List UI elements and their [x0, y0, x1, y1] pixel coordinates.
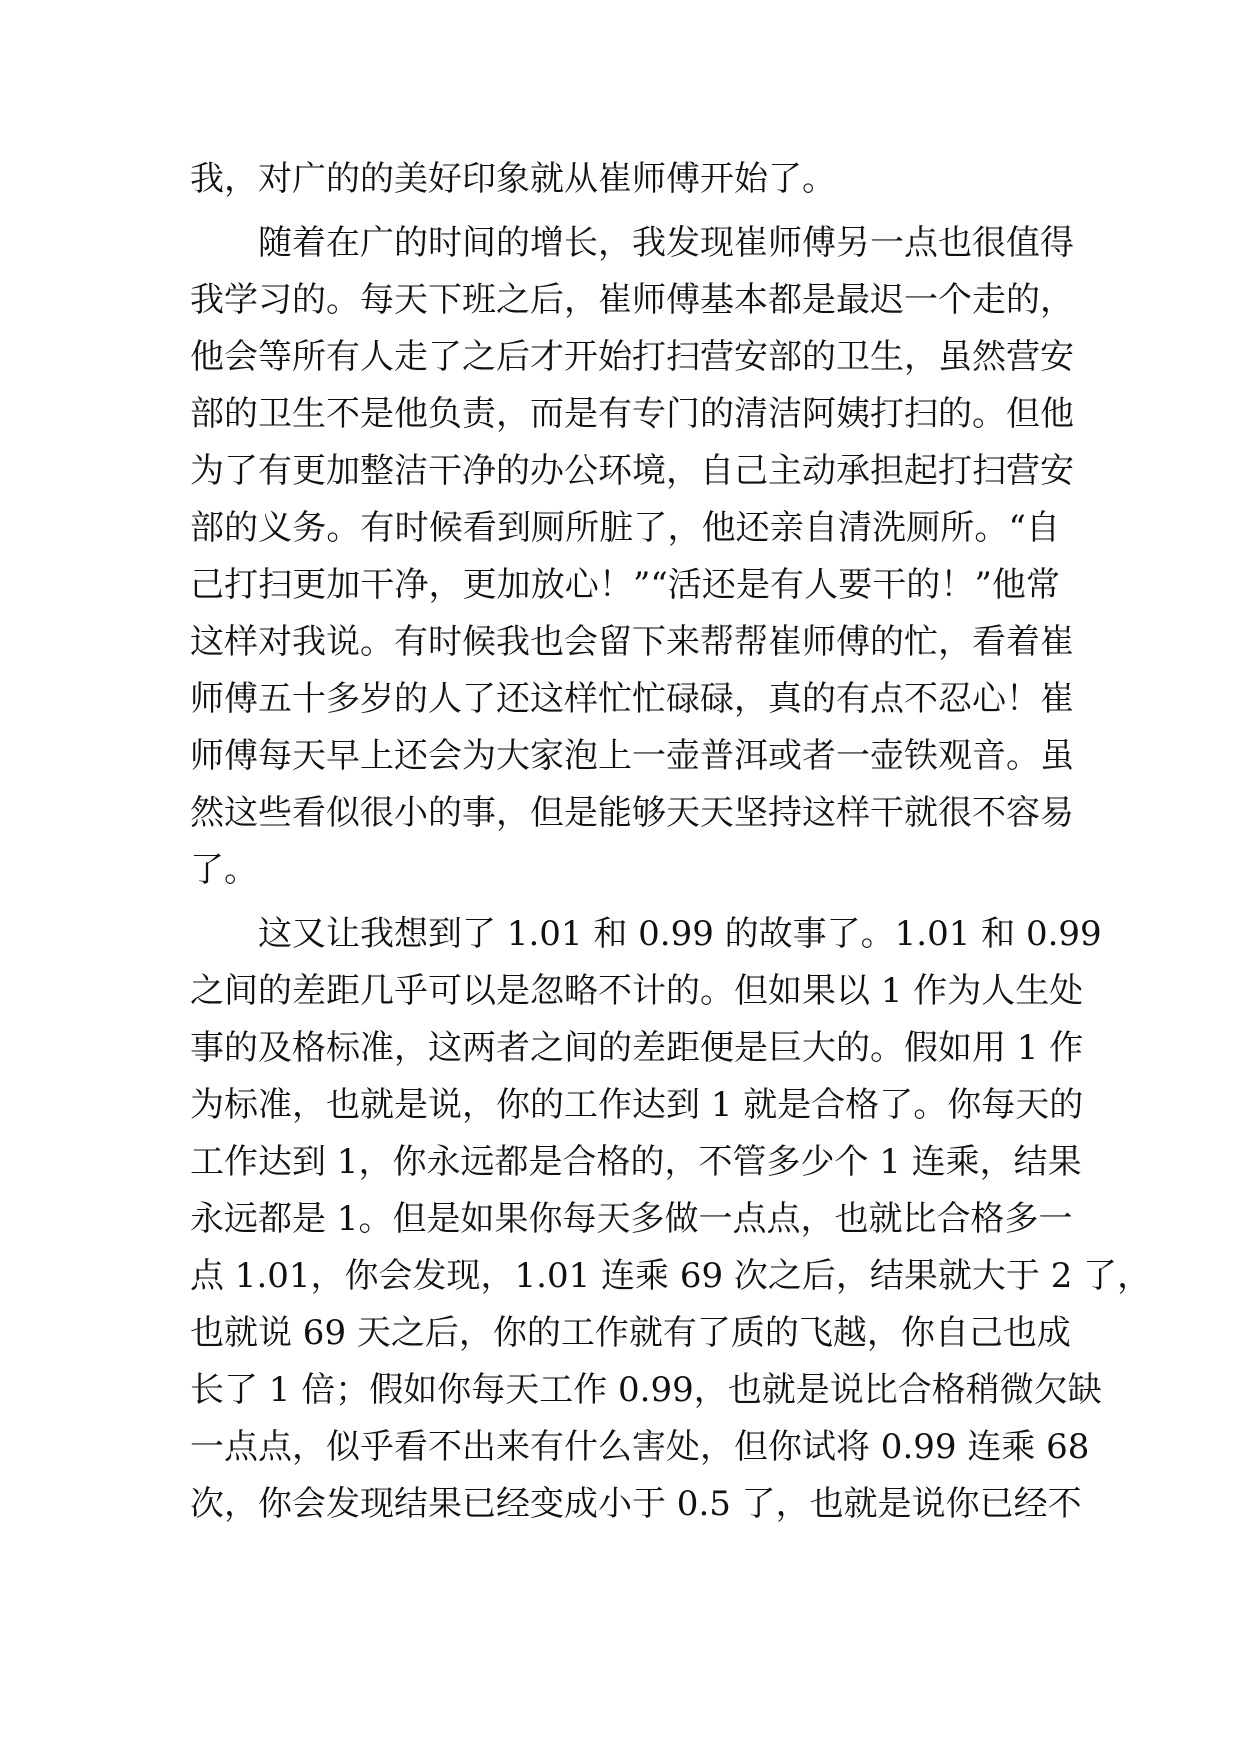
text-line: 了。	[190, 850, 258, 890]
text-line: 我，对广的的美好印象就从崔师傅开始了。	[190, 159, 836, 199]
text-line: 为了有更加整洁干净的办公环境，自己主动承担起打扫营安	[190, 451, 1074, 491]
text-line: 永远都是 1。但是如果你每天多做一点点，也就比合格多一	[190, 1199, 1073, 1239]
text-line: 部的卫生不是他负责，而是有专门的清洁阿姨打扫的。但他	[190, 394, 1074, 434]
text-line: 之间的差距几乎可以是忽略不计的。但如果以 1 作为人生处	[190, 971, 1084, 1011]
text-line: 己打扫更加干净，更加放心！”“活还是有人要干的！”他常	[190, 565, 1060, 605]
text-line: 也就说 69 天之后，你的工作就有了质的飞越，你自己也成	[190, 1313, 1071, 1353]
text-line: 这样对我说。有时候我也会留下来帮帮崔师傅的忙，看着崔	[190, 622, 1074, 662]
text-line: 他会等所有人走了之后才开始打扫营安部的卫生，虽然营安	[190, 337, 1074, 377]
text-line: 事的及格标准，这两者之间的差距便是巨大的。假如用 1 作	[190, 1028, 1084, 1068]
text-line: 师傅五十多岁的人了还这样忙忙碌碌，真的有点不忍心！崔	[190, 679, 1074, 719]
text-line: 部的义务。有时候看到厕所脏了，他还亲自清洗厕所。“自	[190, 508, 1060, 548]
text-line: 师傅每天早上还会为大家泡上一壶普洱或者一壶铁观音。虽	[190, 736, 1074, 776]
text-line: 工作达到 1，你永远都是合格的，不管多少个 1 连乘，结果	[190, 1142, 1082, 1182]
text-line: 我学习的。每天下班之后，崔师傅基本都是最迟一个走的，	[190, 280, 1074, 320]
text-line: 一点点，似乎看不出来有什么害处，但你试将 0.99 连乘 68	[190, 1427, 1090, 1467]
text-line: 这又让我想到了 1.01 和 0.99 的故事了。1.01 和 0.99	[258, 914, 1102, 954]
text-line: 然这些看似很小的事，但是能够天天坚持这样干就很不容易	[190, 793, 1074, 833]
text-line: 随着在广的时间的增长，我发现崔师傅另一点也很值得	[258, 223, 1074, 263]
text-line: 长了 1 倍；假如你每天工作 0.99，也就是说比合格稍微欠缺	[190, 1370, 1102, 1410]
text-line: 点 1.01，你会发现，1.01 连乘 69 次之后，结果就大于 2 了，	[190, 1256, 1152, 1296]
text-line: 为标准，也就是说，你的工作达到 1 就是合格了。你每天的	[190, 1085, 1084, 1125]
text-line: 次，你会发现结果已经变成小于 0.5 了，也就是说你已经不	[190, 1484, 1082, 1524]
